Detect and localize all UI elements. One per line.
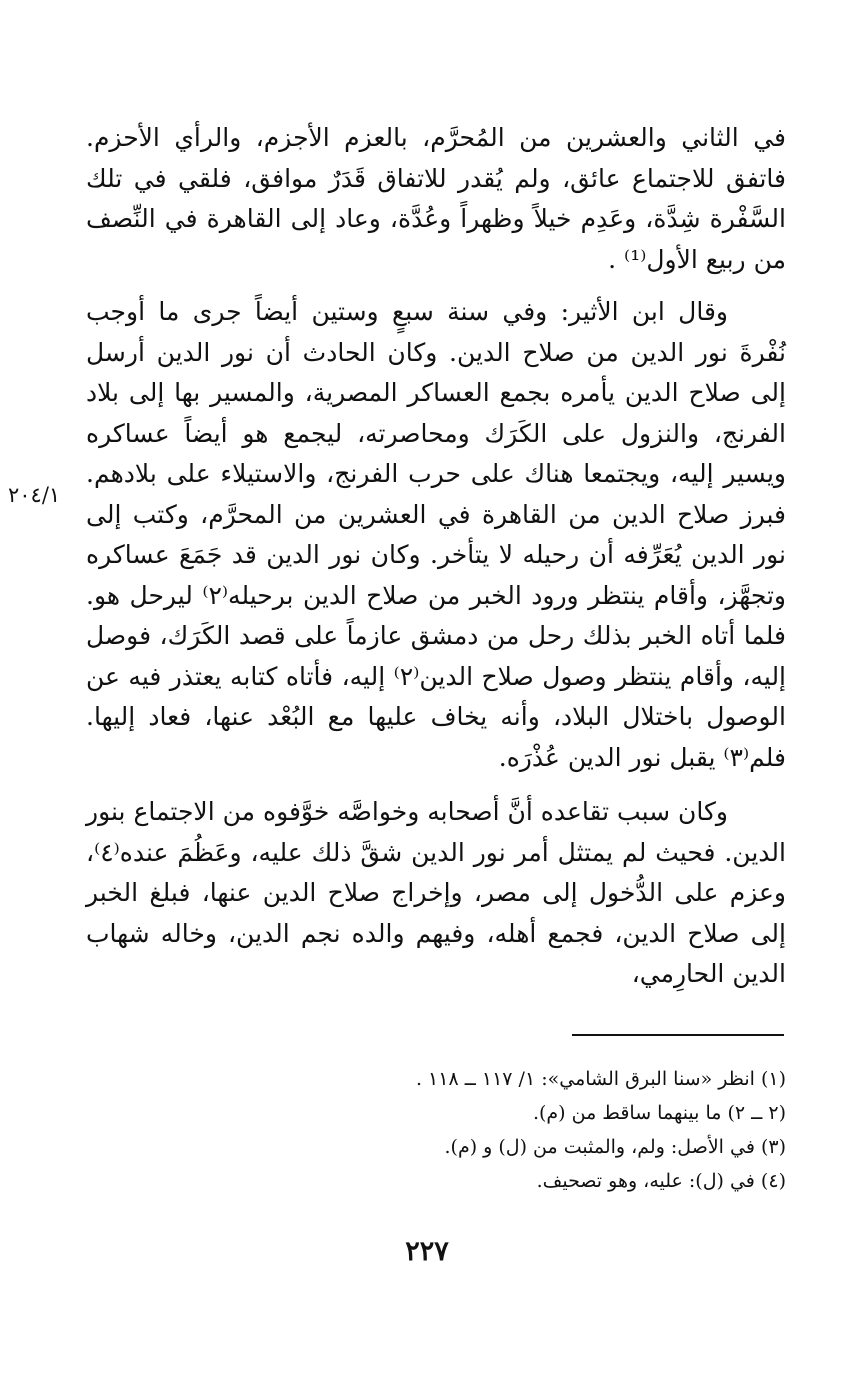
page-number: ٢٢٧ xyxy=(405,1236,449,1267)
footnote-divider xyxy=(572,1034,784,1036)
footnote-3: (٣) في الأصل: ولم، والمثبت من (ل) و (م). xyxy=(444,1136,786,1158)
margin-reference: ٢٠٤/١ xyxy=(8,483,61,507)
main-text xyxy=(86,118,786,995)
paragraph-1: في الثاني والعشرين من المُحرَّم، بالعزم الأجزم، والرأي الأحزم. فاتفق للاجتماع عائق، ولم يُقدر للاتفاق قَدَرٌ موافق، فلقي في تلك السَّفْرة شِدَّة، وعَدِم خيلاً وظهراً وعُدَّة، وعاد إلى القاهرة في النِّصف من ربيع الأول⁽¹⁾ . xyxy=(86,123,786,274)
footnotes xyxy=(160,1062,786,1198)
paragraph-2: وقال ابن الأثير: وفي سنة سبعٍ وستين أيضاً جرى ما أوجب نُفْرةَ نور الدين من صلاح الدين. وكان الحادث أن نور الدين أرسل إلى صلاح الدين يأمره بجمع العساكر المصرية، والمسير بها إلى بلاد الفرنج، والنزول على الكَرَك ومحاصرته، ليجمع هو أيضاً عساكره ويسير إليه، ويجتمعا هناك على حرب الفرنج، والاستيلاء على بلادهم. فبرز صلاح الدين من القاهرة في العشرين من المحرَّم، وكتب إلى نور الدين يُعَرِّفه أن رحيله لا يتأخر. وكان نور الدين قد جَمَعَ عساكره وتجهَّز، وأقام ينتظر ورود الخبر من صلاح الدين برحيله⁽٢⁾ ليرحل هو. فلما أتاه الخبر بذلك رحل من دمشق عازماً على قصد الكَرَك، فوصل إليه، وأقام ينتظر وصول صلاح الدين⁽٢⁾ إليه، فأتاه كتابه يعتذر فيه عن الوصول باختلال البلاد، وأنه يخاف عليها مع البُعْد عنها، فعاد إليها. فلم⁽٣⁾ يقبل نور الدين عُذْرَه. xyxy=(86,297,787,772)
footnote-4: (٤) في (ل): عليه، وهو تصحيف. xyxy=(536,1170,786,1192)
footnote-1: (١) انظر «سنا البرق الشامي»: ١/ ١١٧ ــ ١١٨ . xyxy=(415,1068,786,1090)
footnote-2: (٢ ــ ٢) ما بينهما ساقط من (م). xyxy=(532,1102,786,1124)
paragraph-3: وكان سبب تقاعده أنَّ أصحابه وخواصَّه خوَّفوه من الاجتماع بنور الدين. فحيث لم يمتثل أمر نور الدين شقَّ ذلك عليه، وعَظُمَ عنده⁽٤⁾، وعزم على الدُّخول إلى مصر، وإخراج صلاح الدين عنها، فبلغ الخبر إلى صلاح الدين، فجمع أهله، وفيهم والده نجم الدين، وخاله شهاب الدين الحارِمي، xyxy=(86,797,786,988)
